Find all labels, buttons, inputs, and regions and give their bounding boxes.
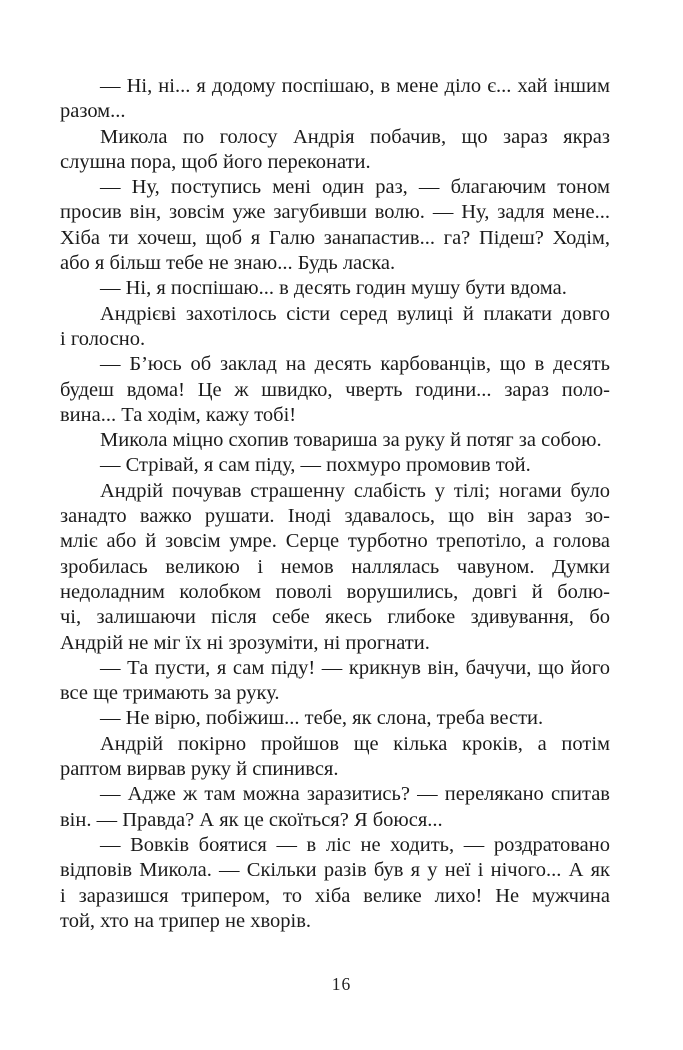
text-line: все ще тримають за руку.	[60, 682, 280, 705]
text-line: — Б’юсь об заклад на десять карбованців, що в десять	[100, 353, 610, 376]
paragraph	[60, 706, 610, 731]
paragraph	[60, 833, 610, 934]
paragraph	[60, 479, 610, 656]
text-line: Андрієві захотілось сісти серед вулиці й плакати довго	[100, 302, 610, 325]
text-line: Хіба ти хочеш, щоб я Галю занапастив... га? Підеш? Ходім,	[60, 226, 610, 249]
text-line: той, хто на трипер не хворів.	[60, 909, 312, 932]
paragraph	[60, 175, 610, 276]
text-line: вина... Та ходім, кажу тобі!	[60, 403, 297, 426]
text-line: просив він, зовсім уже загубивши волю. — Ну, задля мене...	[60, 201, 610, 224]
paragraph	[60, 453, 610, 478]
text-line: і заразишся трипером, то хіба велике лихо! Не мужчина	[60, 884, 610, 907]
text-line: зробилась великою і немов наллялась чавуном. Думки	[60, 555, 610, 578]
text-line: і голосно.	[60, 327, 146, 350]
text-line: раптом вирвав руку й спинився.	[60, 758, 339, 781]
paragraph	[60, 276, 610, 301]
text-line: занадто важко рушати. Іноді здавалось, що він зараз зо-	[60, 505, 610, 528]
text-line: — Ну, поступись мені один раз, — благаючим тоном	[100, 176, 610, 199]
text-line: Микола по голосу Андрія побачив, що зараз якраз	[100, 125, 610, 148]
text-line: — Ні, я поспішаю... в десять годин мушу бути вдома.	[100, 277, 567, 300]
text-line: Андрій покірно пройшов ще кілька кроків, а потім	[100, 732, 610, 755]
paragraph	[60, 302, 610, 353]
paragraph	[60, 732, 610, 783]
text-line: — Ні, ні... я додому поспішаю, в мене діло є... хай іншим	[100, 75, 610, 97]
paragraph	[60, 125, 610, 176]
text-line: чі, залишаючи після себе якесь глибоке здивування, бо	[60, 606, 610, 629]
paragraph	[60, 74, 610, 125]
text-line: недоладним колобком поволі ворушились, довгі й болю-	[60, 580, 610, 603]
text-line: слушна пора, щоб його переконати.	[60, 150, 371, 173]
page-number: 16	[331, 974, 352, 994]
text-line: — Та пусти, я сам піду! — крикнув він, бачучи, що його	[100, 656, 610, 679]
text-line: — Стрівай, я сам піду, — похмуро промовив той.	[100, 454, 531, 477]
text-line: Микола міцно схопив товариша за руку й потяг за собою.	[100, 429, 602, 452]
text-line: Андрій не міг їх ні зрозуміти, ні прогнати.	[60, 631, 430, 654]
text-line: — Адже ж там можна заразитись? — перелякано спитав	[100, 783, 610, 806]
text-line: — Вовків боятися — в ліс не ходить, — роздратовано	[100, 833, 610, 856]
paragraph	[60, 656, 610, 707]
paragraph	[60, 352, 610, 428]
paragraph	[60, 428, 610, 453]
text-line: або я більш тебе не знаю... Будь ласка.	[60, 252, 396, 275]
text-line: він. — Правда? А як це скоїться? Я боюся...	[60, 808, 443, 831]
text-line: відповів Микола. — Скільки разів був я у неї і нічого... А як	[60, 859, 610, 882]
text-line: мліє або й зовсім умре. Серце турботно трепотіло, а голова	[60, 530, 610, 553]
text-block	[60, 74, 610, 934]
text-line: будеш вдома! Це ж швидко, чверть години... зараз поло-	[60, 378, 610, 401]
text-line: разом...	[60, 100, 126, 123]
text-line: — Не вірю, побіжиш... тебе, як слона, треба вести.	[100, 707, 544, 730]
text-line: Андрій почував страшенну слабість у тілі; ногами було	[100, 479, 610, 502]
paragraph	[60, 782, 610, 833]
